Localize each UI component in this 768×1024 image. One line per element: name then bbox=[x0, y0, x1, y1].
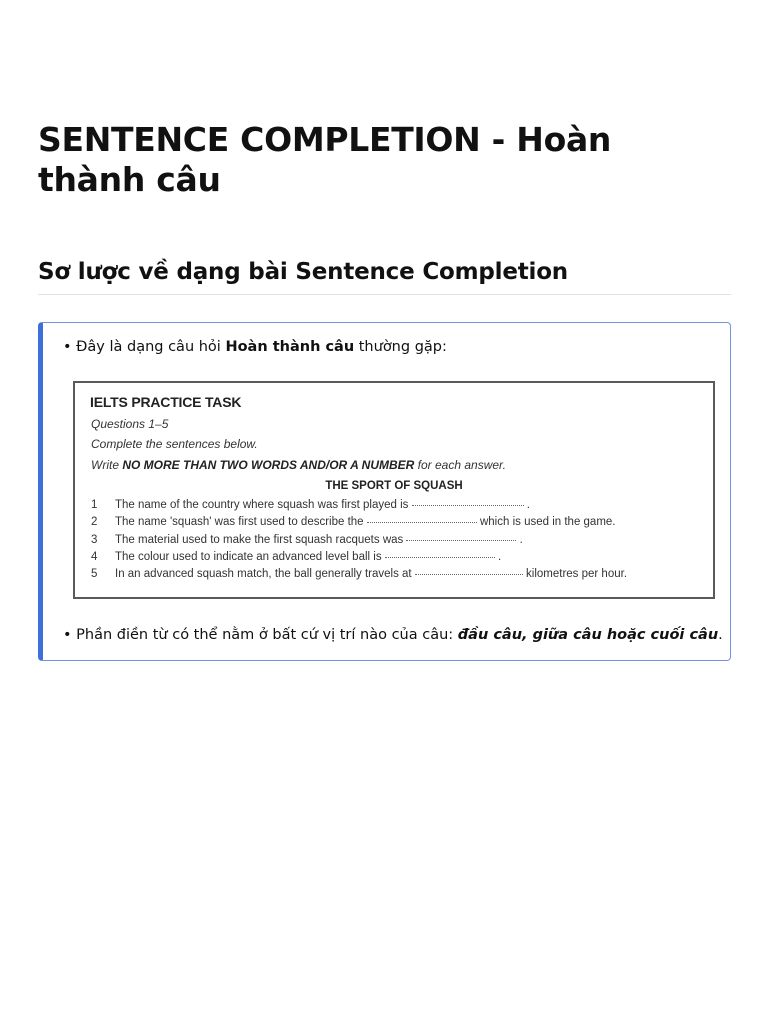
section-heading: Sơ lược về dạng bài Sentence Completion bbox=[38, 259, 568, 285]
answer-blank bbox=[367, 521, 477, 523]
question-row: 5 In an advanced squash match, the ball generally travels at kilometres per hour. bbox=[91, 568, 628, 580]
question-row: 3 The material used to make the first squash racquets was . bbox=[91, 534, 523, 546]
practice-subtitle: THE SPORT OF SQUASH bbox=[325, 480, 463, 492]
practice-task-title: IELTS PRACTICE TASK bbox=[90, 394, 242, 410]
question-row: 4 The colour used to indicate an advanced level ball is . bbox=[91, 551, 502, 563]
answer-blank bbox=[406, 539, 516, 541]
practice-task-image bbox=[73, 381, 715, 599]
question-row: 1 The name of the country where squash was first played is . bbox=[91, 499, 530, 511]
questions-range: Questions 1–5 bbox=[91, 417, 169, 431]
info-callout bbox=[38, 322, 731, 661]
section-divider bbox=[38, 294, 731, 295]
answer-blank bbox=[385, 556, 495, 558]
instruction-1: Complete the sentences below. bbox=[91, 437, 258, 451]
callout-bullet-1: • Đây là dạng câu hỏi Hoàn thành câu thường gặp: bbox=[63, 339, 447, 355]
callout-bullet-2: • Phần điền từ có thể nằm ở bất cứ vị trí nào của câu: đầu câu, giữa câu hoặc cuối câu. bbox=[63, 627, 723, 643]
page-title: SENTENCE COMPLETION - Hoàn thành câu bbox=[38, 120, 612, 199]
answer-blank bbox=[412, 504, 524, 506]
answer-blank bbox=[415, 573, 523, 575]
instruction-2: Write NO MORE THAN TWO WORDS AND/OR A NUMBER for each answer. bbox=[91, 458, 506, 472]
question-row: 2 The name 'squash' was first used to describe the which is used in the game. bbox=[91, 516, 616, 528]
